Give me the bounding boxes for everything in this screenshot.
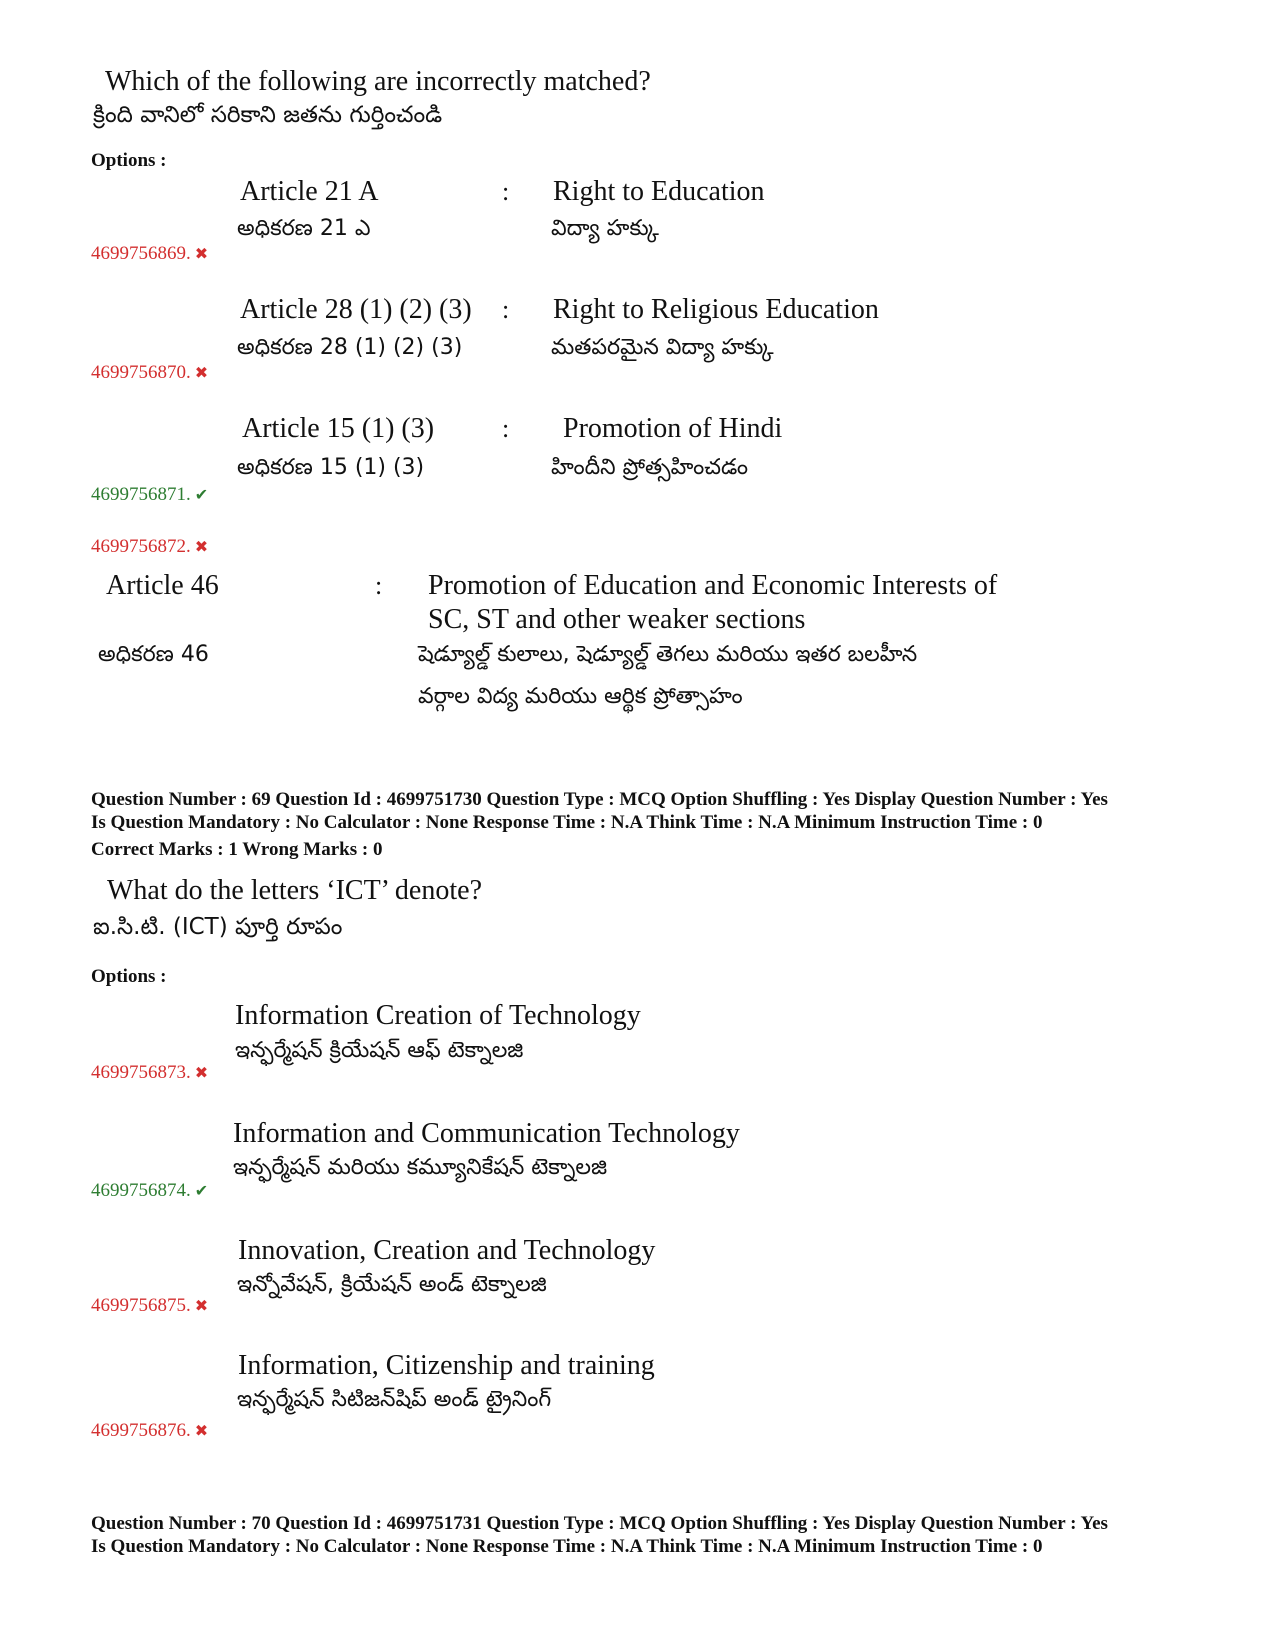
option-en: Information Creation of Technology — [235, 1000, 641, 1031]
option-left-te: అధికరణ 21 ఎ — [237, 216, 371, 241]
option-left-en: Article 21 A — [240, 176, 379, 207]
question-68-text-en: Which of the following are incorrectly matched? — [105, 66, 651, 97]
option-colon: : — [502, 414, 510, 443]
option-id-4699756876 — [91, 1420, 208, 1443]
option-id-text: 4699756876. — [91, 1420, 191, 1441]
option-right-en: Promotion of Hindi — [563, 413, 783, 444]
option-en: Innovation, Creation and Technology — [238, 1235, 656, 1266]
option-id-4699756874 — [91, 1180, 208, 1203]
option-colon: : — [502, 177, 510, 206]
option-right-en: Right to Education — [553, 176, 765, 207]
option-left-en: Article 15 (1) (3) — [242, 413, 435, 444]
option-colon: : — [502, 295, 510, 324]
option-id-4699756870 — [91, 362, 208, 385]
option-id-4699756875 — [91, 1295, 208, 1318]
option-te: ఇన్ఫర్మేషన్ క్రియేషన్ ఆఫ్ టెక్నాలజి — [235, 1038, 524, 1063]
check-icon: ✔ — [194, 487, 209, 504]
option-te: ఇన్ఫర్మేషన్ మరియు కమ్యూనికేషన్ టెక్నాలజి — [233, 1155, 608, 1180]
option-id-text: 4699756872. — [91, 536, 191, 557]
options-label: Options : — [91, 150, 167, 171]
question-69-meta-line2: Is Question Mandatory : No Calculator : None Response Time : N.A Think Time : N.A Minimum Instruction Time : 0 — [91, 812, 1043, 833]
option-right-en: Right to Religious Education — [553, 294, 879, 325]
option-id-4699756873 — [91, 1062, 208, 1085]
question-68-text-te: క్రింది వానిలో సరికాని జతను గుర్తించండి — [93, 102, 443, 128]
option-id-text: 4699756873. — [91, 1062, 191, 1083]
option-id-text: 4699756875. — [91, 1295, 191, 1316]
option-en: Information, Citizenship and training — [238, 1350, 655, 1381]
cross-icon: ✖ — [194, 1298, 209, 1315]
option-right-en-line1: Promotion of Education and Economic Interests of — [428, 570, 998, 601]
cross-icon: ✖ — [194, 1423, 209, 1440]
question-69-text-te: ఐ.సి.టి. (ICT) పూర్తి రూపం — [93, 914, 343, 940]
option-right-te-line2: వర్గాల విద్య మరియు ఆర్థిక ప్రోత్సాహం — [418, 684, 743, 709]
option-right-te: హిందీని ప్రోత్సహించడం — [551, 455, 749, 480]
question-69-meta-line1: Question Number : 69 Question Id : 4699751730 Question Type : MCQ Option Shuffling : Yes Display Question Number : Yes — [91, 789, 1108, 810]
cross-icon: ✖ — [194, 365, 209, 382]
cross-icon: ✖ — [194, 1065, 209, 1082]
option-en: Information and Communication Technology — [233, 1118, 740, 1149]
option-left-en: Article 28 (1) (2) (3) — [240, 294, 472, 325]
question-69-marks: Correct Marks : 1 Wrong Marks : 0 — [91, 839, 383, 860]
option-right-te-line1: షెడ్యూల్డ్ కులాలు, షెడ్యూల్డ్ తెగలు మరియు ఇతర బలహీన — [418, 642, 918, 667]
cross-icon: ✖ — [194, 246, 209, 263]
cross-icon: ✖ — [194, 539, 209, 556]
check-icon: ✔ — [194, 1183, 209, 1200]
option-id-text: 4699756869. — [91, 243, 191, 264]
option-right-te: విద్యా హక్కు — [551, 216, 659, 241]
option-te: ఇన్ఫర్మేషన్ సిటిజన్‌షిప్ అండ్ ట్రైనింగ్ — [237, 1387, 552, 1412]
option-te: ఇన్నోవేషన్, క్రియేషన్ అండ్ టెక్నాలజి — [237, 1272, 547, 1297]
option-id-text: 4699756870. — [91, 362, 191, 383]
option-id-4699756872 — [91, 536, 208, 559]
option-colon: : — [375, 571, 383, 600]
option-id-4699756869 — [91, 243, 208, 266]
options-label: Options : — [91, 966, 167, 987]
question-69-text-en: What do the letters ‘ICT’ denote? — [107, 875, 482, 906]
option-right-te: మతపరమైన విద్యా హక్కు — [551, 335, 774, 360]
option-id-4699756871 — [91, 484, 208, 507]
question-70-meta-line1: Question Number : 70 Question Id : 4699751731 Question Type : MCQ Option Shuffling : Yes Display Question Number : Yes — [91, 1513, 1108, 1534]
option-left-te: అధికరణ 15 (1) (3) — [237, 455, 425, 480]
question-70-meta-line2: Is Question Mandatory : No Calculator : None Response Time : N.A Think Time : N.A Minimum Instruction Time : 0 — [91, 1536, 1043, 1557]
option-left-en: Article 46 — [106, 570, 219, 601]
option-id-text: 4699756874. — [91, 1180, 191, 1201]
option-right-en-line2: SC, ST and other weaker sections — [428, 604, 806, 635]
option-id-text: 4699756871. — [91, 484, 191, 505]
option-left-te: అధికరణ 46 — [98, 642, 209, 667]
option-left-te: అధికరణ 28 (1) (2) (3) — [237, 335, 463, 360]
